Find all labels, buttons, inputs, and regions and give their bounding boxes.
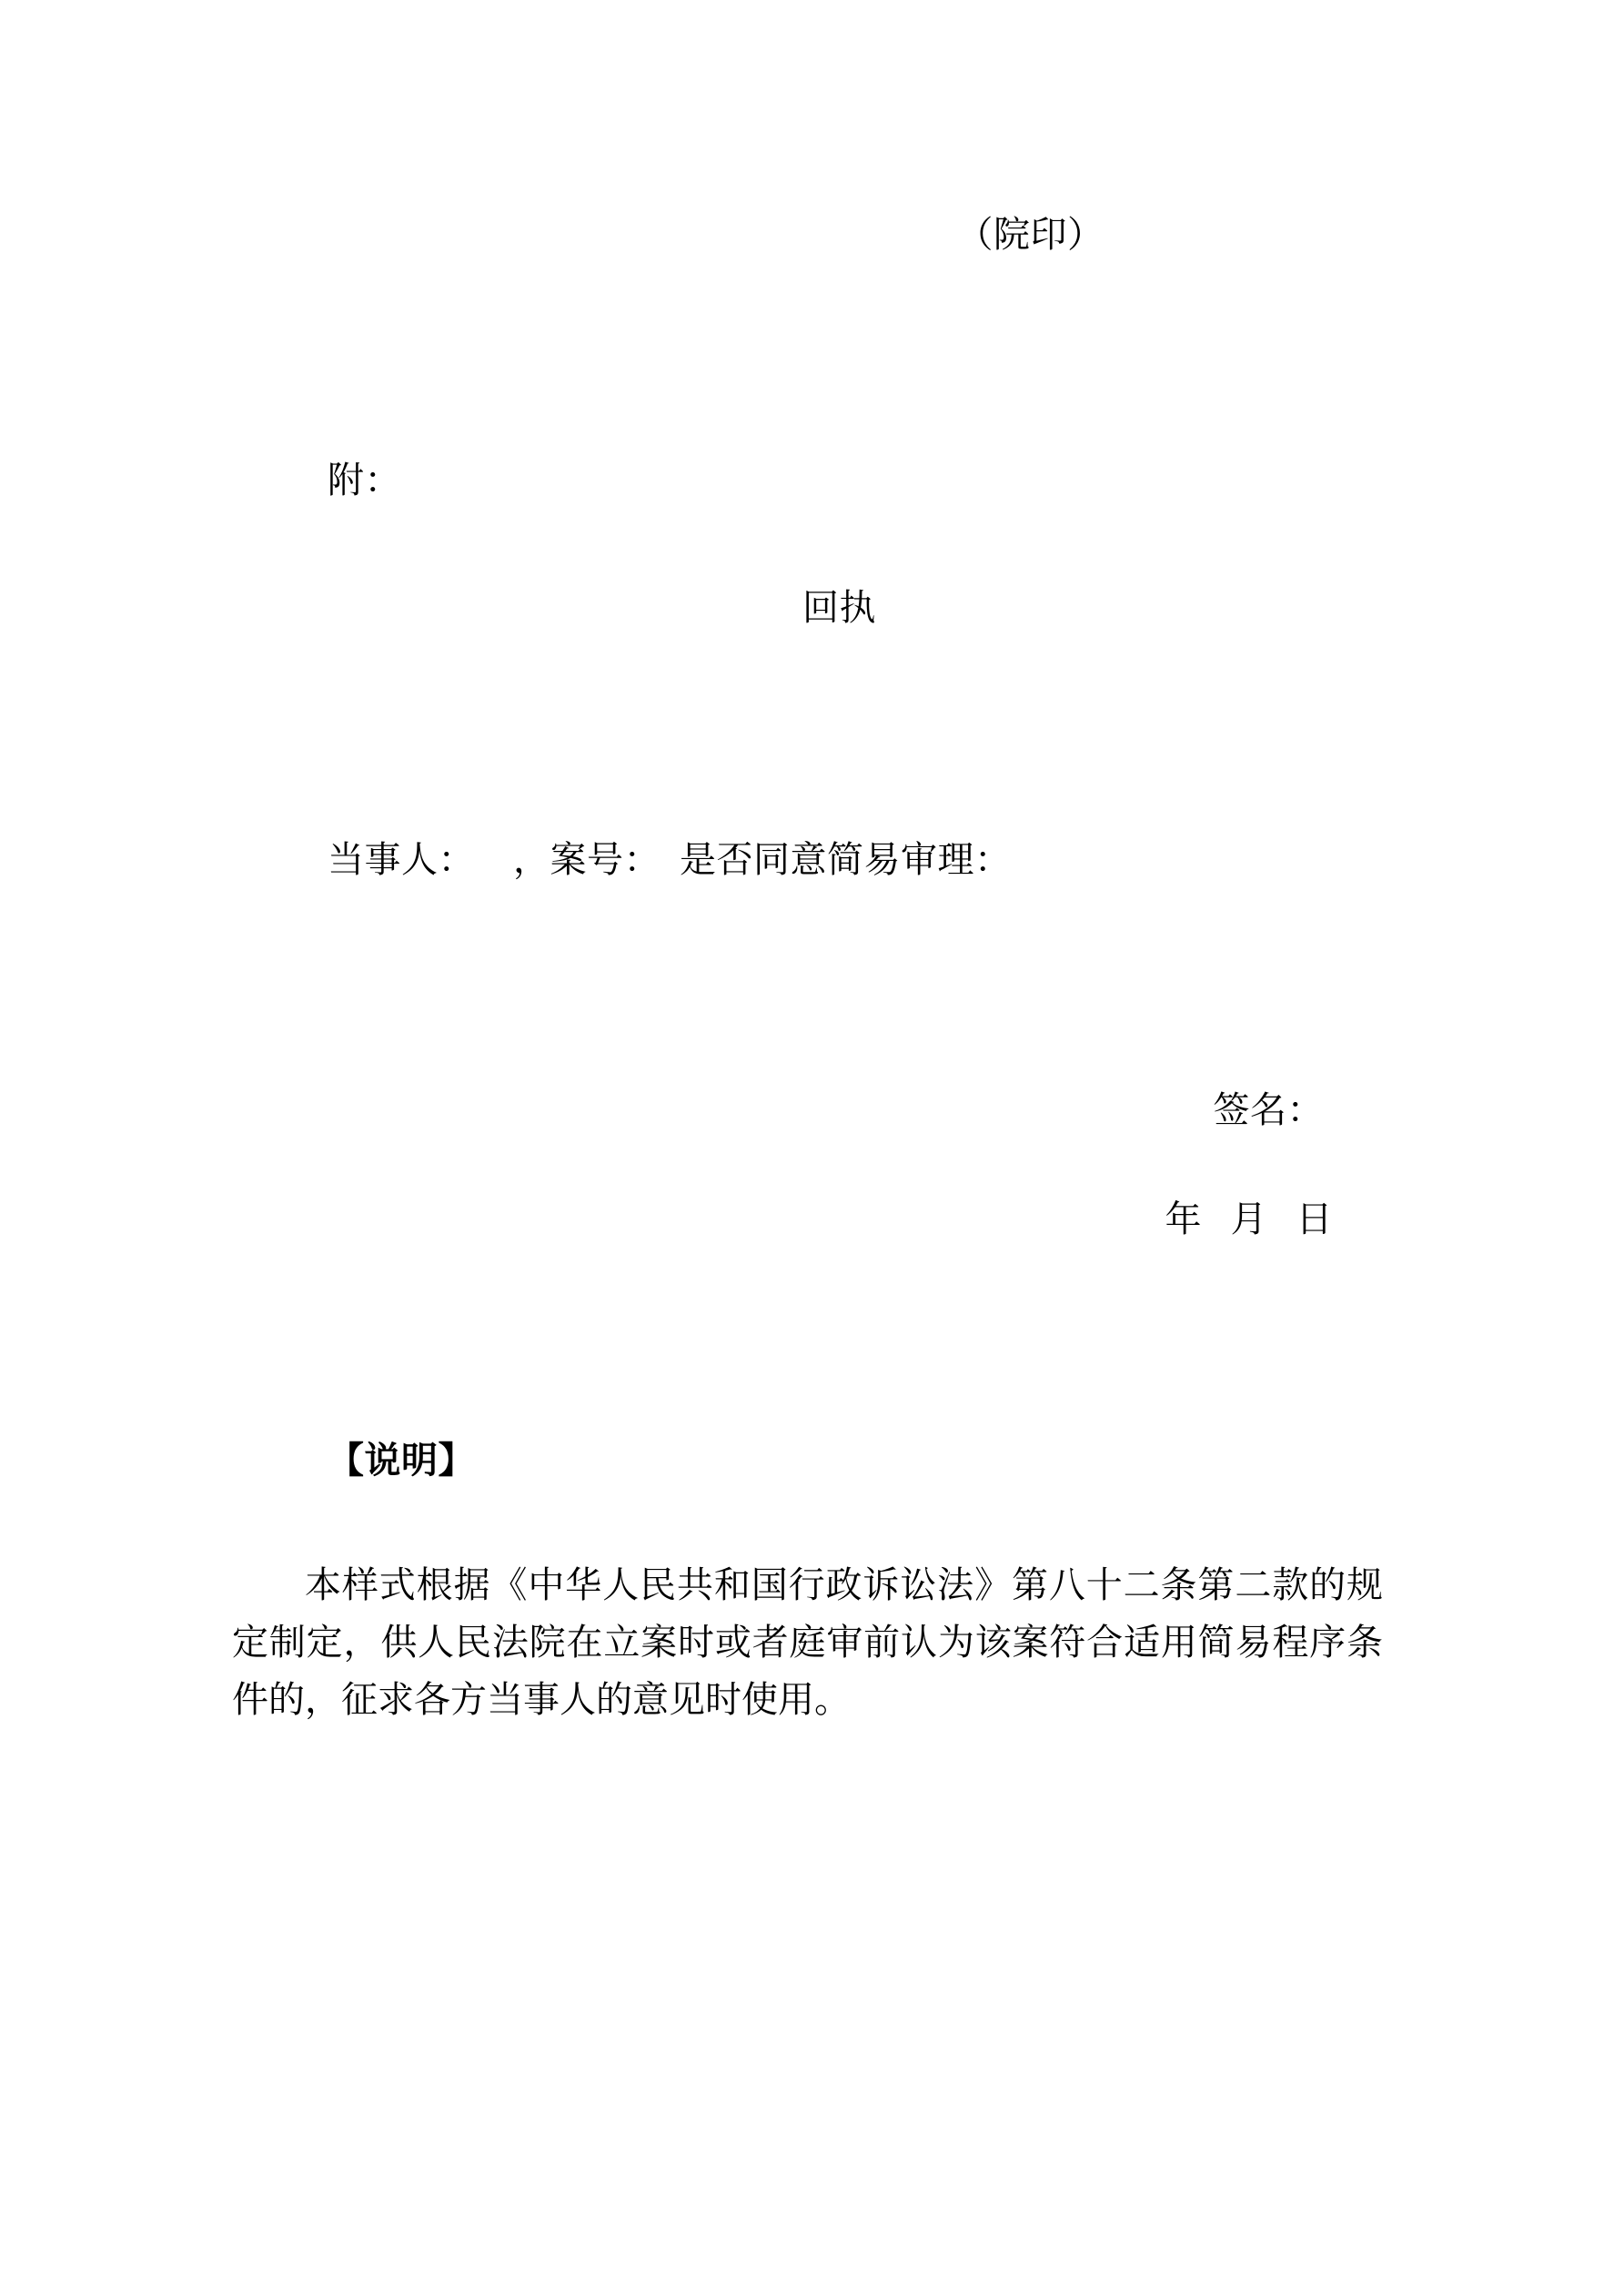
notes-body — [232, 1556, 1383, 1729]
attachment-label: 附： — [328, 460, 401, 501]
signature-label: 签名： — [1213, 1089, 1324, 1130]
party-case-consent-line: 当事人： ，案号： 是否同意简易审理： — [328, 839, 1012, 880]
receipt-title: 回执 — [802, 587, 876, 628]
date-line: 年 月 日 — [1165, 1199, 1333, 1239]
notes-paragraph: 本样式根据《中华人民共和国行政诉讼法》第八十二条第二款的规定制定，供人民法院在立案时或者庭审前认为该案符合适用简易程序条件的，征求各方当事人的意见时使用。 — [232, 1564, 1383, 1721]
court-seal-note: （院印） — [956, 214, 1105, 255]
notes-heading: 【说明】 — [328, 1440, 475, 1481]
